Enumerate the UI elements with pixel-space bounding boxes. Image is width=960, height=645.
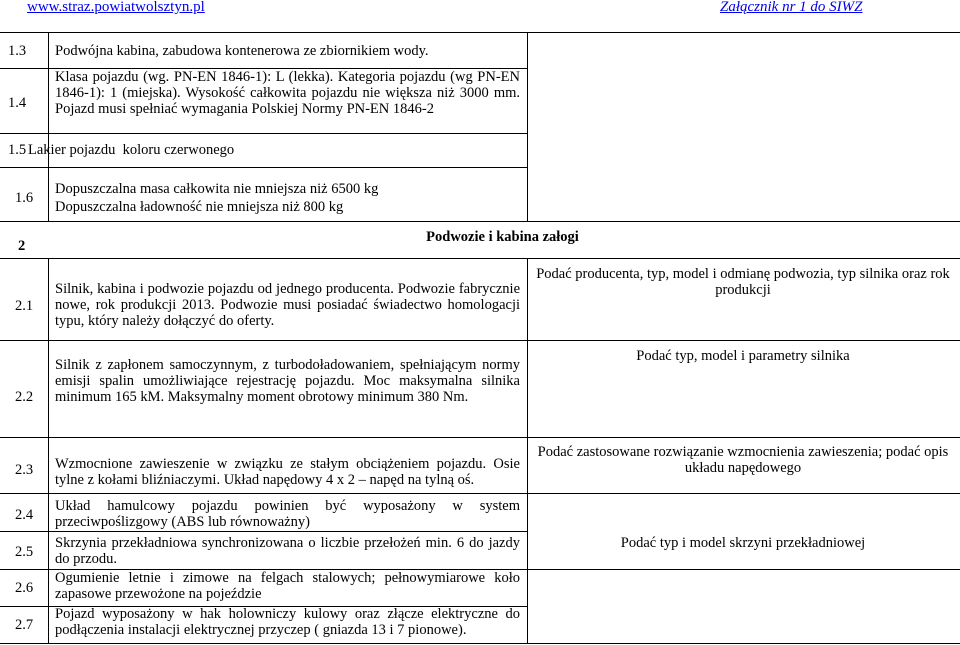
table-rule — [0, 437, 960, 438]
table-rule — [527, 258, 528, 644]
row-note: Podać producenta, typ, model i odmianę podwozia, typ silnika oraz rok produkcji — [536, 266, 950, 298]
row-text: Lakier pojazdu koloru czerwonego — [28, 142, 235, 158]
attachment-link[interactable]: Załącznik nr 1 do SIWZ — [720, 0, 863, 15]
row-number: 2.6 — [15, 580, 34, 596]
section-number: 2 — [18, 238, 26, 254]
row-text: Pojazd wyposażony w hak holowniczy kulowy oraz złącze elektryczne do podłączenia instalacji elektrycznej przyczep ( gniazda 13 i 7 pionowe). — [55, 606, 520, 638]
section-title: Podwozie i kabina załogi — [426, 229, 579, 245]
row-text: Silnik z zapłonem samoczynnym, z turbodoładowaniem, spełniającym normy emisji spalin umożliwiające rejestrację pojazdu. Moc maksymalna silnika minimum 165 kM. Maksymalny moment obrotowy minimum 380 Nm. — [55, 357, 520, 405]
row-text: Dopuszczalna masa całkowita nie mniejsza niż 6500 kg — [55, 181, 379, 197]
row-note: Podać zastosowane rozwiązanie wzmocnienia zawieszenia; podać opis układu napędowego — [537, 444, 949, 476]
row-text: Silnik, kabina i podwozie pojazdu od jednego producenta. Podwozie fabrycznie nowe, rok produkcji 2013. Podwozie musi posiadać świadectwo homologacji typu, który należy dołączyć do oferty. — [55, 281, 520, 329]
row-number: 2.2 — [15, 389, 34, 405]
row-number: 2.4 — [15, 507, 34, 523]
table-rule — [0, 340, 960, 341]
row-text: Układ hamulcowy pojazdu powinien być wyposażony w system przeciwpoślizgowy (ABS lub równoważny) — [55, 498, 520, 530]
table-rule — [0, 167, 527, 168]
row-text: Dopuszczalna ładowność nie mniejsza niż 800 kg — [55, 199, 344, 215]
table-rule — [527, 32, 528, 222]
row-number: 1.6 — [15, 190, 34, 206]
table-rule — [48, 32, 49, 222]
table-rule — [0, 531, 527, 532]
table-rule — [48, 258, 49, 644]
website-link[interactable]: www.straz.powiatwolsztyn.pl — [27, 0, 205, 15]
table-rule — [0, 32, 960, 33]
row-text: Wzmocnione zawieszenie w związku ze stałym obciążeniem pojazdu. Osie tylne z kołami bliźniaczymi. Układ napędowy 4 x 2 – napęd na tylną oś. — [55, 456, 520, 488]
table-rule — [0, 221, 960, 222]
table-rule — [0, 133, 527, 134]
row-number: 2.1 — [15, 298, 34, 314]
row-text: Podwójna kabina, zabudowa kontenerowa ze zbiornikiem wody. — [55, 43, 429, 59]
table-rule — [0, 258, 960, 259]
row-number: 1.4 — [8, 95, 27, 111]
row-text: Klasa pojazdu (wg. PN-EN 1846-1): L (lekka). Kategoria pojazdu (wg PN-EN 1846-1): 1 (miejska). Wysokość całkowita pojazdu nie większa niż 3000 mm. Pojazd musi spełniać wymagania Polskiej Normy PN-EN 1846-2 — [55, 69, 520, 117]
row-number: 2.3 — [15, 462, 34, 478]
row-number: 2.5 — [15, 544, 34, 560]
page-header — [0, 0, 960, 22]
row-number: 1.5 — [8, 142, 27, 158]
row-note: Podać typ, model i parametry silnika — [636, 348, 850, 364]
table-rule — [0, 643, 960, 644]
row-number: 1.3 — [8, 43, 27, 59]
table-rule — [0, 493, 960, 494]
row-text: Skrzynia przekładniowa synchronizowana o liczbie przełożeń min. 6 do jazdy do przodu. — [55, 535, 520, 567]
row-note: Podać typ i model skrzyni przekładniowej — [620, 535, 866, 551]
row-number: 2.7 — [15, 617, 34, 633]
row-text: Ogumienie letnie i zimowe na felgach stalowych; pełnowymiarowe koło zapasowe przewożone na pojeździe — [55, 570, 520, 602]
